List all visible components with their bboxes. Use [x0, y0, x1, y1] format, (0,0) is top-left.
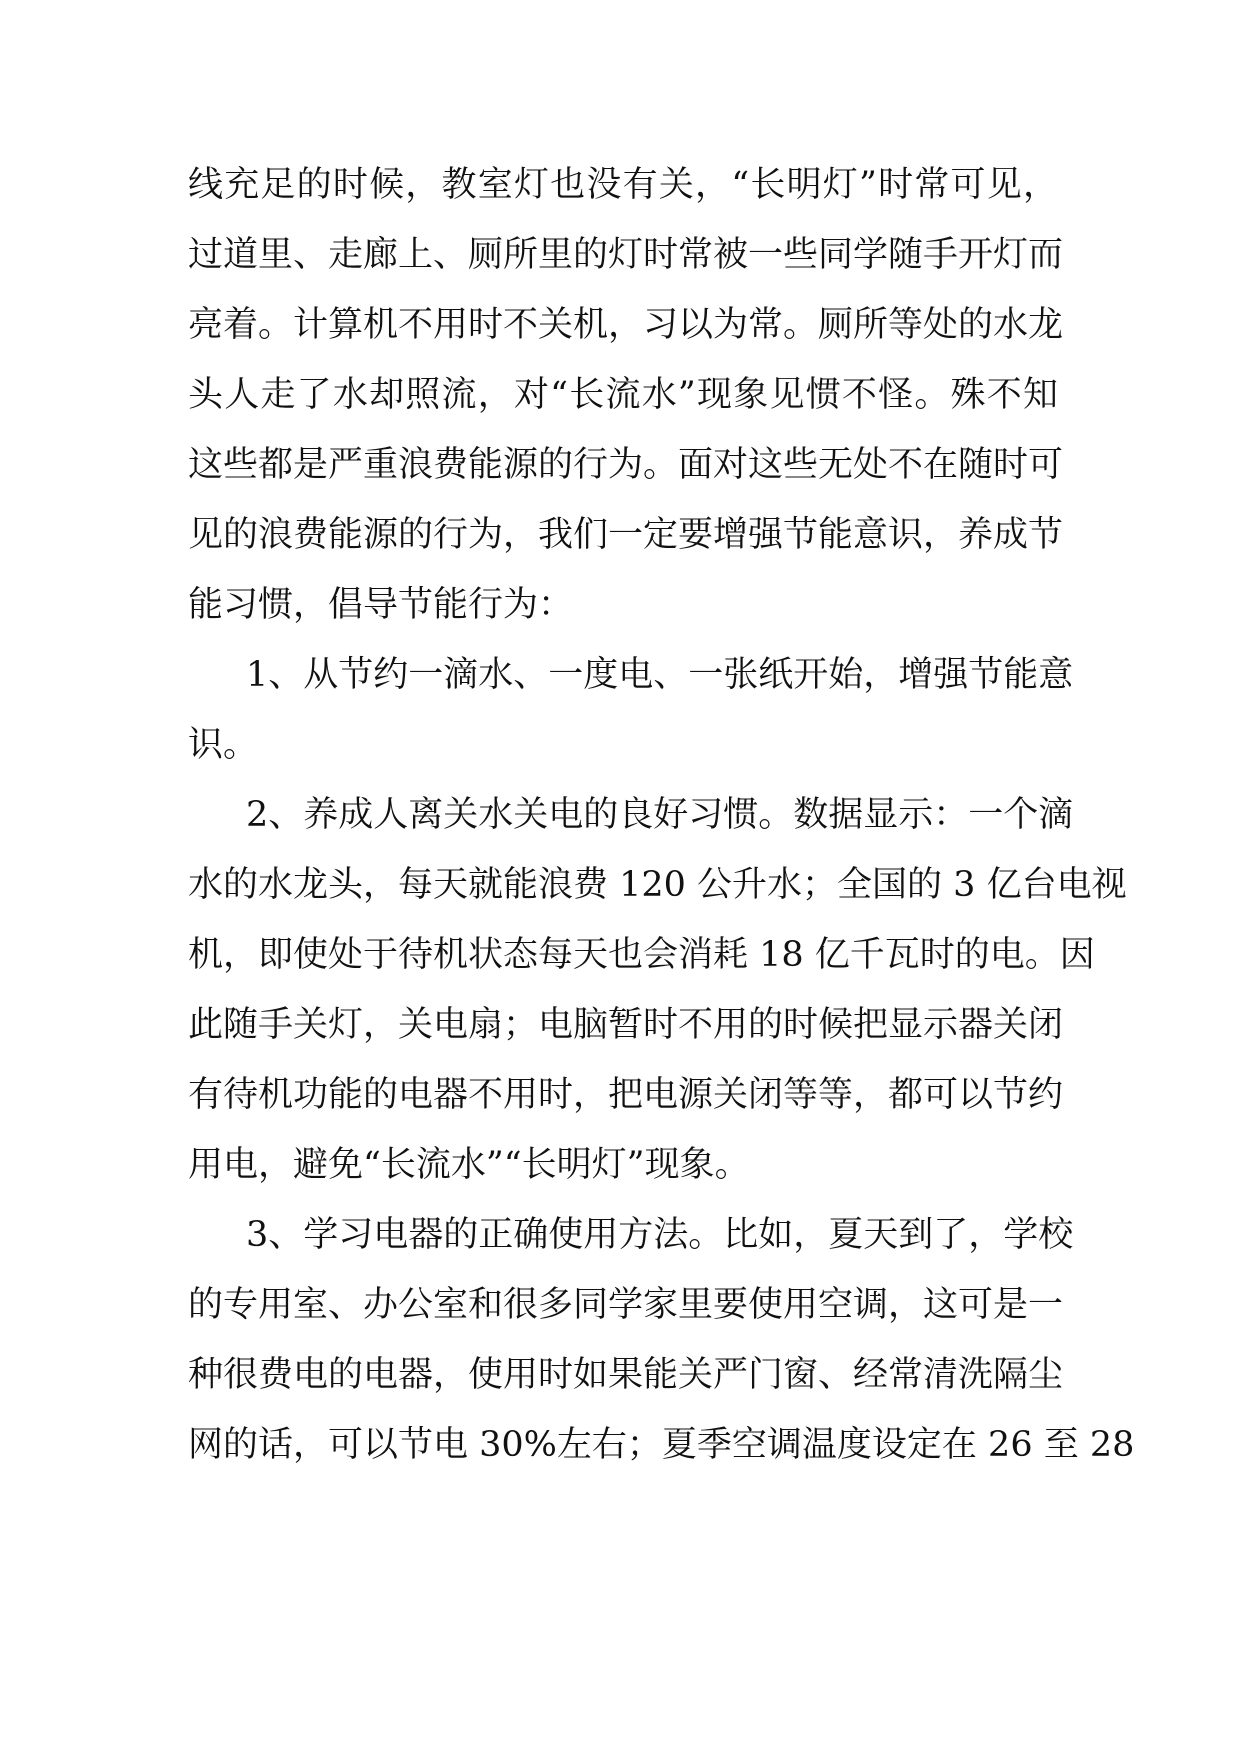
list-item-2-line: 此随手关灯，关电扇；电脑暂时不用的时候把显示器关闭: [188, 1005, 1064, 1045]
text-line: 线充足的时候，教室灯也没有关，“长明灯”时常可见，: [188, 165, 1058, 205]
list-item-3-line: 3、学习电器的正确使用方法。比如，夏天到了，学校: [246, 1215, 1074, 1255]
list-item-2-line: 有待机功能的电器不用时，把电源关闭等等，都可以节约: [188, 1075, 1064, 1115]
list-item-2-line: 用电，避免“长流水”“长明灯”现象。: [188, 1145, 750, 1185]
list-item-2-line: 水的水龙头，每天就能浪费 120 公升水；全国的 3 亿台电视: [188, 865, 1127, 905]
body-text: [188, 150, 1135, 1480]
list-item-1-line: 识。: [188, 725, 259, 765]
list-item-2-line: 机，即使处于待机状态每天也会消耗 18 亿千瓦时的电。因: [188, 935, 1095, 975]
list-item-3-line: 网的话，可以节电 30%左右；夏季空调温度设定在 26 至 28: [188, 1425, 1135, 1465]
text-line: 能习惯，倡导节能行为：: [188, 585, 574, 625]
text-line: 这些都是严重浪费能源的行为。面对这些无处不在随时可: [188, 445, 1064, 485]
text-line: 头人走了水却照流，对“长流水”现象见惯不怪。殊不知: [188, 375, 1058, 415]
list-item-3-line: 的专用室、办公室和很多同学家里要使用空调，这可是一: [188, 1285, 1064, 1325]
list-item-2-line: 2、养成人离关水关电的良好习惯。数据显示：一个滴: [246, 795, 1074, 835]
list-item-1-line: 1、从节约一滴水、一度电、一张纸开始，增强节能意: [246, 655, 1074, 695]
text-line: 过道里、走廊上、厕所里的灯时常被一些同学随手开灯而: [188, 235, 1064, 275]
list-item-3-line: 种很费电的电器，使用时如果能关严门窗、经常清洗隔尘: [188, 1355, 1064, 1395]
text-line: 见的浪费能源的行为，我们一定要增强节能意识，养成节: [188, 515, 1064, 555]
text-line: 亮着。计算机不用时不关机，习以为常。厕所等处的水龙: [188, 305, 1064, 345]
